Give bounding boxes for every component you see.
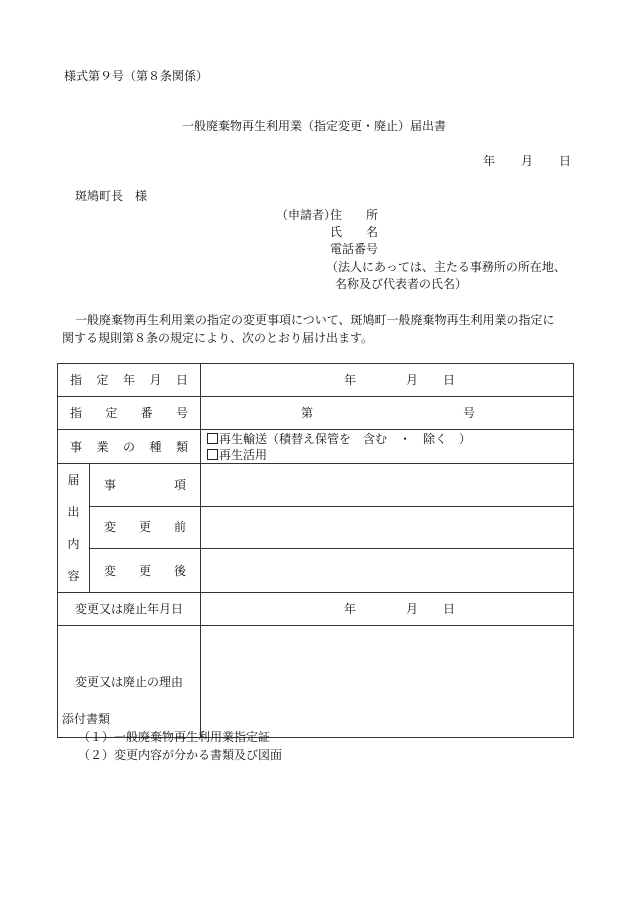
- attachment-item-2: （２）変更内容が分かる書類及び図面: [78, 748, 283, 762]
- body-text-1: 一般廃棄物再生利用業の指定の変更事項について、斑鳩町一般廃棄物再生利用業の指定に: [75, 313, 555, 327]
- table-row: [58, 506, 574, 549]
- option1-checkbox[interactable]: [207, 433, 218, 444]
- notification-label: 届 出 内 容: [58, 464, 90, 593]
- body-text-2: 関する規則第８条の規定により、次のとおり届け出ます。: [62, 331, 374, 345]
- applicant-label: （申請者）: [276, 208, 337, 222]
- table-row: [58, 593, 574, 626]
- designation-date-label: 指 定 年 月 日: [58, 364, 201, 397]
- applicant-name: 氏 名: [330, 225, 379, 239]
- item-label: 事 項: [90, 464, 201, 507]
- table-row: [58, 364, 574, 397]
- applicant-note-2: 名称及び代表者の氏名）: [335, 277, 468, 291]
- form-number: 様式第９号（第８条関係）: [64, 69, 209, 83]
- before-label: 変 更 前: [90, 506, 201, 549]
- option2-checkbox[interactable]: [207, 449, 218, 460]
- reason-field[interactable]: [201, 626, 574, 738]
- change-date-field[interactable]: 年 月 日: [201, 593, 574, 626]
- designation-number-label: 指 定 番 号: [58, 397, 201, 430]
- reason-label: 変更又は廃止の理由: [58, 626, 201, 738]
- date-year: 年: [483, 154, 496, 168]
- table-row: [58, 397, 574, 430]
- option2-label: 再生活用: [219, 447, 268, 462]
- designation-date-field[interactable]: 年 月 日: [201, 364, 574, 397]
- document-title: 一般廃棄物再生利用業（指定変更・廃止）届出書: [182, 119, 447, 133]
- addressee: 斑鳩町長 様: [75, 189, 148, 203]
- table-row: [58, 626, 574, 738]
- applicant-address: 住 所: [330, 208, 379, 222]
- table-row: [58, 549, 574, 593]
- business-type-label: 事 業 の 種 類: [58, 430, 201, 464]
- date-month: 月: [521, 154, 534, 168]
- attachment-item-1: （１）一般廃棄物再生利用業指定証: [78, 730, 271, 744]
- table-row: [58, 464, 574, 507]
- change-date-label: 変更又は廃止年月日: [58, 593, 201, 626]
- notification-table: [57, 363, 574, 738]
- date-day: 日: [559, 154, 572, 168]
- applicant-phone: 電話番号: [330, 242, 379, 256]
- before-field[interactable]: [201, 506, 574, 549]
- after-field[interactable]: [201, 549, 574, 593]
- designation-number-field[interactable]: 第 号: [201, 397, 574, 430]
- table-row: [58, 430, 574, 464]
- item-field[interactable]: [201, 464, 574, 507]
- applicant-note-1: （法人にあっては、主たる事務所の所在地、: [326, 260, 566, 274]
- after-label: 変 更 後: [90, 549, 201, 593]
- option1-label: 再生輸送（積替え保管を 含む ・ 除く ）: [219, 431, 472, 446]
- attachments-heading: 添付書類: [62, 712, 111, 726]
- business-type-options: [201, 430, 574, 464]
